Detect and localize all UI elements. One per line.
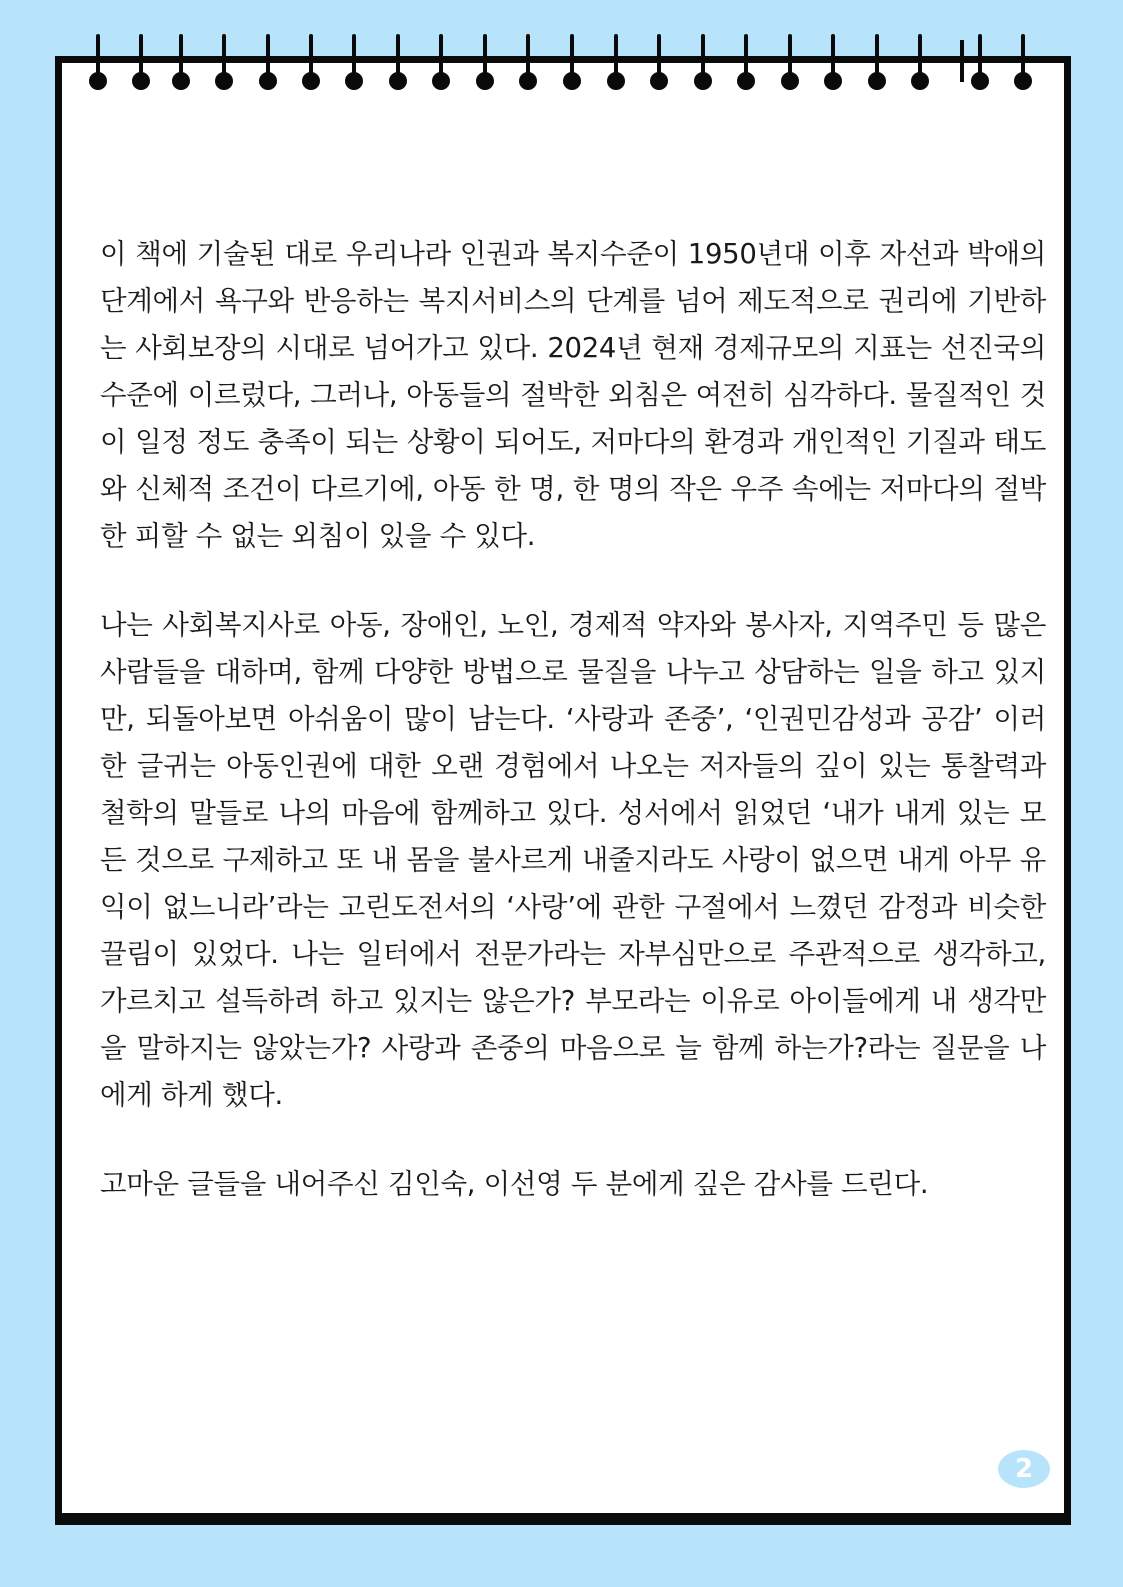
paragraph-1: 이 책에 기술된 대로 우리나라 인권과 복지수준이 1950년대 이후 자선과 박애의 단계에서 욕구와 반응하는 복지서비스의 단계를 넘어 제도적으로 권리에 기반하는 사회보장의 시대로 넘어가고 있다. 2024년 현재 경제규모의 지표는 선진국의 수준에 이르렀다, 그러나, 아동들의 절박한 외침은 여전히 심각하다. 물질적인 것이 일정 정도 충족이 되는 상황이 되어도, 저마다의 환경과 개인적인 기질과 태도와 신체적 조건이 다르기에, 아동 한 명, 한 명의 작은 우주 속에는 저마다의 절박한 피할 수 없는 외침이 있을 수 있다.: [100, 238, 1046, 552]
paragraph-3: 고마운 글들을 내어주신 김인숙, 이선영 두 분에게 깊은 감사를 드린다.: [100, 1168, 929, 1200]
page-body: [100, 231, 1046, 1250]
paragraph-2: 나는 사회복지사로 아동, 장애인, 노인, 경제적 약자와 봉사자, 지역주민 등 많은 사람들을 대하며, 함께 다양한 방법으로 물질을 나누고 상담하는 일을 하고 있지만, 되돌아보면 아쉬움이 많이 남는다. ‘사랑과 존중’, ‘인권민감성과 공감’ 이러한 글귀는 아동인권에 대한 오랜 경험에서 나오는 저자들의 깊이 있는 통찰력과 철학의 말들로 나의 마음에 함께하고 있다. 성서에서 읽었던 ‘내가 내게 있는 모든 것으로 구제하고 또 내 몸을 불사르게 내줄지라도 사랑이 없으면 내게 아무 유익이 없느니라’라는 고린도전서의 ‘사랑’에 관한 구절에서 느꼈던 감정과 비슷한 끌림이 있었다. 나는 일터에서 전문가라는 자부심만으로 주관적으로 생각하고, 가르치고 설득하려 하고 있지는 않은가? 부모라는 이유로 아이들에게 내 생각만을 말하지는 않았는가? 사랑과 존중의 마음으로 늘 함께 하는가?라는 질문을 나에게 하게 했다.: [100, 609, 1046, 1111]
notepad-page: [55, 56, 1071, 1525]
page-number-badge: 2: [998, 1450, 1050, 1488]
